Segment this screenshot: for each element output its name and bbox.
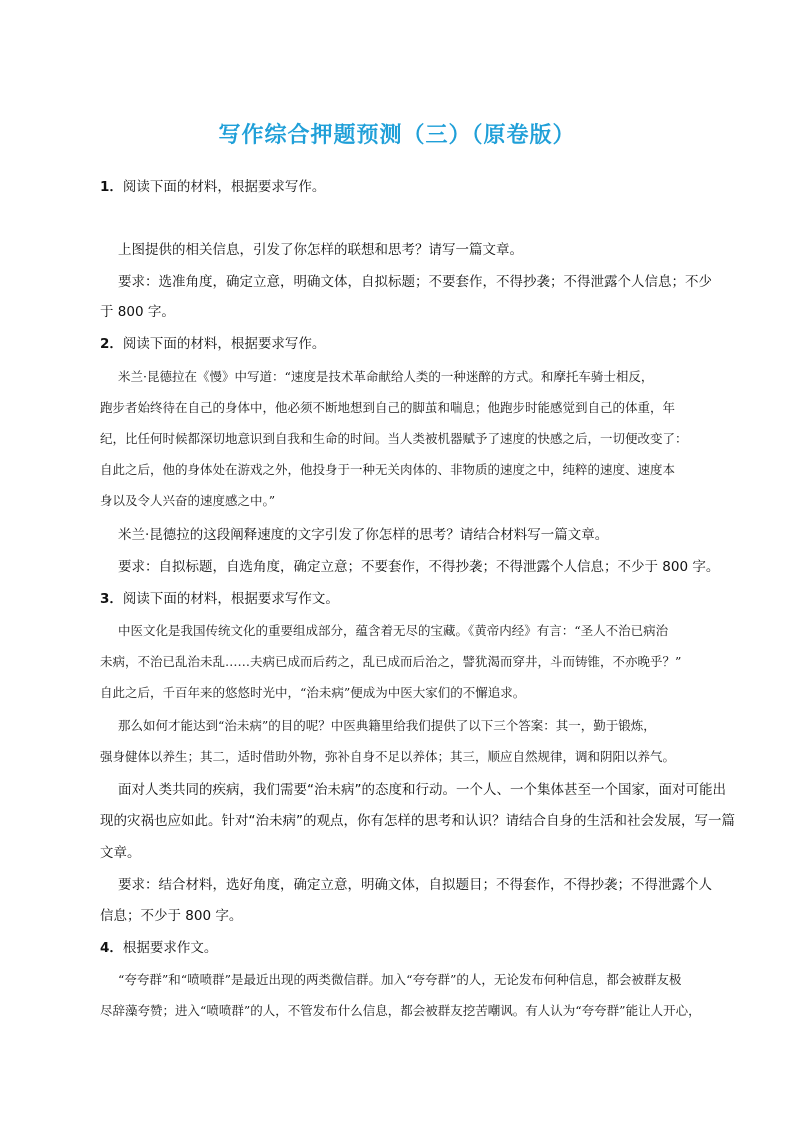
- question-4-prompt: 根据要求作文。: [122, 940, 218, 956]
- question-2-heading: [100, 335, 325, 353]
- question-2-quote-line: 自此之后，他的身体处在游戏之外，他投身于一种无关肉体的、非物质的速度之中，纯粹的速度、速度本: [100, 462, 676, 477]
- question-3-paragraph-line: 现的灾祸也应如此。针对“治未病”的观点，你有怎样的思考和认识？请结合自身的生活和社会发展，写一篇: [100, 813, 735, 829]
- question-4-quote-line: 尽辞藻夸赞；进入“喷喷群”的人，不管发布什么信息，都会被群友挖苦嘲讽。有人认为“夸夸群”能让人开心，: [100, 1003, 701, 1018]
- question-3-quote-line: 中医文化是我国传统文化的重要组成部分，蕴含着无尽的宝藏。《黄帝内经》有言：“圣人不治已病治: [118, 623, 669, 638]
- question-2-quote-line: 身以及令人兴奋的速度感之中。”: [100, 493, 276, 508]
- question-1-number: 1．: [100, 179, 123, 195]
- question-1-paragraph-1: 上图提供的相关信息，引发了你怎样的联想和思考？请写一篇文章。: [118, 242, 523, 258]
- question-4-number: 4．: [100, 940, 123, 956]
- question-1-heading: [100, 178, 325, 196]
- question-3-number: 3．: [100, 591, 123, 607]
- question-2-requirements: 要求：自拟标题，自选角度，确定立意；不要套作，不得抄袭；不得泄露个人信息；不少于 800 字。: [118, 559, 720, 575]
- question-4-quote-line: “夸夸群”和“喷喷群”是最近出现的两类微信群。加入“夸夸群”的人，无论发布何种信息，都会被群友极: [118, 972, 682, 987]
- question-3-requirements-line: 信息；不少于 800 字。: [100, 908, 243, 924]
- question-1-requirements-line-2: 于 800 字。: [100, 304, 175, 320]
- question-3-quote-line: 强身健体以养生；其二，适时借助外物，弥补自身不足以养体；其三，顺应自然规律，调和阴阳以养气。: [100, 749, 676, 764]
- question-3-paragraph-line: 面对人类共同的疾病，我们需要“治未病”的态度和行动。一个人、一个集体甚至一个国家，面对可能出: [118, 782, 726, 798]
- question-3-quote-line: 自此之后，千百年来的悠悠时光中，“治未病”便成为中医大家们的不懈追求。: [100, 685, 526, 700]
- question-2-quote-line: 米兰·昆德拉在《慢》中写道：“速度是技术革命献给人类的一种迷醉的方式。和摩托车骑士相反，: [118, 369, 654, 384]
- question-2-number: 2．: [100, 336, 123, 352]
- question-3-requirements-line: 要求：结合材料，选好角度，确定立意，明确文体，自拟题目；不得套作，不得抄袭；不得泄露个人: [118, 877, 712, 893]
- question-2-quote-line: 跑步者始终待在自己的身体中，他必须不断地想到自己的脚茧和喘息；他跑步时能感觉到自己的体重，年: [100, 400, 676, 415]
- question-2-paragraph-1: 米兰·昆德拉的这段阐释速度的文字引发了你怎样的思考？请结合材料写一篇文章。: [118, 527, 609, 543]
- question-2-quote-line: 纪，比任何时候都深切地意识到自我和生命的时间。当人类被机器赋予了速度的快感之后，一切便改变了：: [100, 431, 688, 446]
- question-3-prompt: 阅读下面的材料，根据要求写作文。: [122, 591, 339, 607]
- question-1-requirements-line-1: 要求：选准角度，确定立意，明确文体，自拟标题；不要套作，不得抄袭；不得泄露个人信息；不少: [118, 274, 712, 290]
- question-2-prompt: 阅读下面的材料，根据要求写作。: [122, 336, 326, 352]
- document-title: 写作综合押题预测（三）（原卷版）: [218, 123, 576, 148]
- question-1-prompt: 阅读下面的材料，根据要求写作。: [122, 179, 326, 195]
- question-3-heading: [100, 590, 339, 608]
- question-3-paragraph-line: 文章。: [100, 845, 141, 861]
- question-3-quote-line: 那么如何才能达到“治未病”的目的呢？中医典籍里给我们提供了以下三个答案：其一，勤于锻炼，: [118, 718, 656, 733]
- question-3-quote-line: 未病，不治已乱治未乱……夫病已成而后药之，乱已成而后治之，譬犹渴而穿井，斗而铸锥，不亦晚乎？”: [100, 654, 682, 669]
- question-4-heading: [100, 939, 217, 957]
